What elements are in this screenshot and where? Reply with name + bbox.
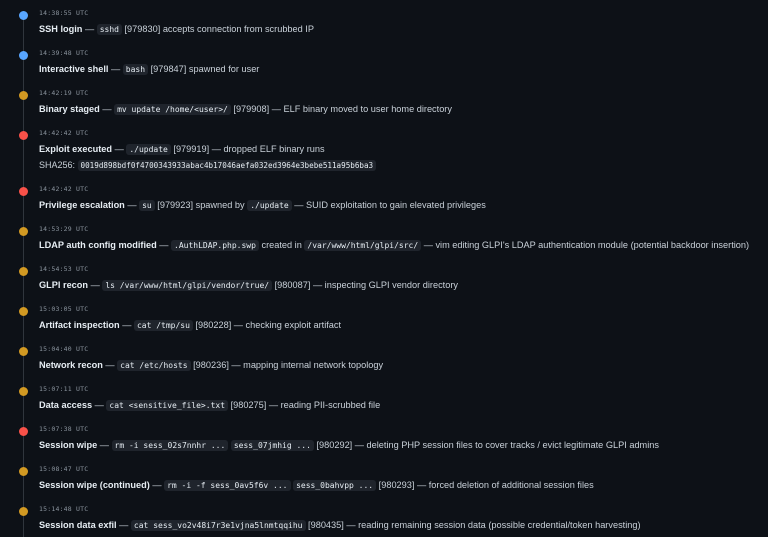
event-description [39, 518, 641, 533]
event-command: su [139, 200, 155, 211]
event-title: Data access [39, 400, 93, 410]
event-title: Artifact inspection [39, 320, 120, 330]
status-dot-icon [19, 91, 28, 100]
event-command-secondary: sess_07jmhig ... [231, 440, 314, 451]
status-dot-icon [19, 347, 28, 356]
event-command-secondary: sess_0bahvpp ... [293, 480, 376, 491]
separator: — [112, 144, 127, 154]
event-timestamp: 14:53:29 UTC [39, 225, 89, 233]
separator: — [97, 440, 112, 450]
event-timestamp: 15:03:05 UTC [39, 305, 89, 313]
event-title: GLPI recon [39, 280, 89, 290]
event-description [39, 318, 341, 333]
event-timestamp: 14:42:42 UTC [39, 129, 89, 137]
event-command: ./update [126, 144, 171, 155]
event-detail: [979923] spawned by [154, 200, 248, 210]
separator: — [108, 64, 123, 74]
event-command: cat /tmp/su [134, 320, 193, 331]
timeline-event-artifact-inspection [0, 303, 768, 343]
event-title: Binary staged [39, 104, 100, 114]
status-dot-icon [19, 387, 28, 396]
event-timestamp: 15:07:38 UTC [39, 425, 89, 433]
sha256-hash: 0019d898bdf0f4700343933abac4b17046aefa032ed3964e3bebe511a95b6ba3 [78, 160, 377, 171]
event-title: Session wipe (continued) [39, 480, 150, 490]
event-detail: [980292] — deleting PHP session files to cover tracks / evict legitimate GLPI admins [313, 440, 659, 450]
separator: — [116, 520, 131, 530]
event-detail: [980087] — inspecting GLPI vendor directory [272, 280, 458, 290]
event-detail: [980236] — mapping internal network topology [190, 360, 384, 370]
status-dot-icon [19, 507, 28, 516]
event-timestamp: 15:07:11 UTC [39, 385, 89, 393]
event-command-secondary: /var/www/html/glpi/src/ [304, 240, 421, 251]
event-title: Privilege escalation [39, 200, 125, 210]
event-command: rm -i sess_02s7nnhr ... [112, 440, 229, 451]
timeline-events [0, 7, 768, 537]
event-detail: [980275] — reading PII-scrubbed file [228, 400, 381, 410]
event-command: bash [123, 64, 148, 75]
event-detail: [980228] — checking exploit artifact [192, 320, 342, 330]
event-timestamp: 15:08:47 UTC [39, 465, 89, 473]
separator: — [102, 360, 118, 370]
event-timestamp: 14:42:19 UTC [39, 89, 89, 97]
timeline-event-network-recon [0, 343, 768, 383]
event-description [39, 62, 259, 77]
event-detail-continued: — SUID exploitation to gain elevated privileges [291, 200, 486, 210]
status-dot-icon [19, 467, 28, 476]
event-command: .AuthLDAP.php.swp [171, 240, 259, 251]
separator: — [88, 280, 103, 290]
separator: — [99, 104, 115, 114]
event-title: LDAP auth config modified [39, 240, 157, 250]
event-detail: [979908] — ELF binary moved to user home directory [230, 104, 452, 114]
event-detail-continued: — vim editing GLPI's LDAP authentication module (potential backdoor insertion) [421, 240, 750, 250]
event-description [39, 102, 452, 117]
event-description [39, 198, 486, 213]
event-command: ls /var/www/html/glpi/vendor/true/ [102, 280, 272, 291]
event-description [39, 398, 380, 413]
event-command: sshd [97, 24, 122, 35]
event-command: mv update /home/<user>/ [114, 104, 231, 115]
event-description [39, 22, 314, 37]
event-detail: [980293] — forced deletion of additional session files [376, 480, 594, 490]
event-detail: [979847] spawned for user [148, 64, 260, 74]
event-command: cat /etc/hosts [117, 360, 190, 371]
separator: — [149, 480, 165, 490]
event-detail: [980435] — reading remaining session data (possible credential/token harvesting) [305, 520, 641, 530]
timeline-event-privilege-escalation [0, 183, 768, 223]
timeline-event-session-data-exfil [0, 503, 768, 537]
event-title: Interactive shell [39, 64, 109, 74]
event-timestamp: 14:42:42 UTC [39, 185, 89, 193]
status-dot-icon [19, 267, 28, 276]
status-dot-icon [19, 227, 28, 236]
event-title: Session data exfil [39, 520, 117, 530]
event-title: Session wipe [39, 440, 98, 450]
event-detail: [979919] — dropped ELF binary runs [170, 144, 325, 154]
event-title: SSH login [39, 24, 83, 34]
event-detail: [979830] accepts connection from scrubbed IP [121, 24, 314, 34]
timeline-event-ldap-config-modified [0, 223, 768, 263]
event-description [39, 358, 383, 373]
event-timestamp: 14:39:48 UTC [39, 49, 89, 57]
timeline-event-glpi-recon [0, 263, 768, 303]
status-dot-icon [19, 187, 28, 196]
hash-label: SHA256: [39, 160, 78, 170]
separator: — [124, 200, 140, 210]
event-detail: created in [258, 240, 305, 250]
event-title: Network recon [39, 360, 103, 370]
event-description [39, 478, 594, 493]
event-timestamp: 14:54:53 UTC [39, 265, 89, 273]
event-command-secondary: ./update [247, 200, 292, 211]
event-timestamp: 14:38:55 UTC [39, 9, 89, 17]
timeline-event-ssh-login [0, 7, 768, 47]
status-dot-icon [19, 427, 28, 436]
timeline-event-binary-staged [0, 87, 768, 127]
separator: — [119, 320, 134, 330]
status-dot-icon [19, 51, 28, 60]
timeline-event-interactive-shell [0, 47, 768, 87]
event-description [39, 142, 325, 157]
event-description [39, 278, 458, 293]
timeline-event-session-wipe-continued [0, 463, 768, 503]
status-dot-icon [19, 131, 28, 140]
timeline-event-exploit-executed [0, 127, 768, 183]
status-dot-icon [19, 307, 28, 316]
event-description [39, 238, 749, 253]
event-command: cat sess_vo2v48i7r3e1vjna5lnmtqqihu [131, 520, 306, 531]
status-dot-icon [19, 11, 28, 20]
event-title: Exploit executed [39, 144, 113, 154]
event-description [39, 438, 659, 453]
separator: — [156, 240, 172, 250]
separator: — [82, 24, 97, 34]
event-command: cat <sensitive_file>.txt [106, 400, 228, 411]
separator: — [92, 400, 107, 410]
event-timestamp: 15:14:48 UTC [39, 505, 89, 513]
timeline-event-session-wipe [0, 423, 768, 463]
timeline-event-data-access [0, 383, 768, 423]
event-hash-line [39, 158, 376, 173]
event-command: rm -i -f sess_0av5f6v ... [164, 480, 290, 491]
event-timestamp: 15:04:40 UTC [39, 345, 89, 353]
